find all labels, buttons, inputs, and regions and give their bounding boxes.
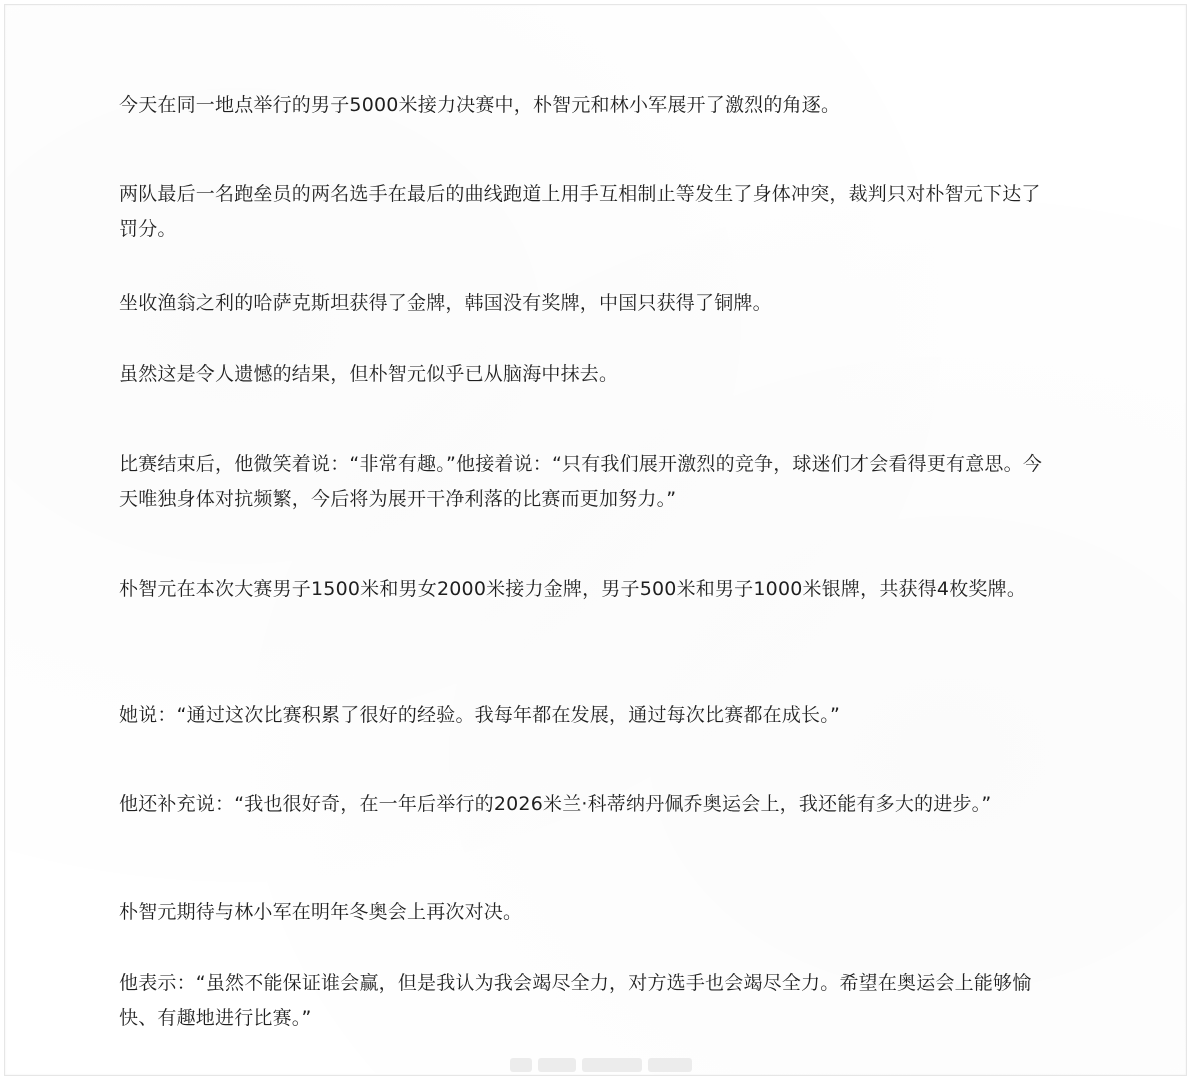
paragraph-7: 她说：“通过这次比赛积累了很好的经验。我每年都在发展，通过每次比赛都在成长。”: [119, 704, 840, 726]
blurred-footer: [510, 1058, 700, 1072]
paragraph-1: 今天在同一地点举行的男子5000米接力决赛中，朴智元和林小军展开了激烈的角逐。: [119, 94, 841, 116]
paragraph-8: 他还补充说：“我也很好奇，在一年后举行的2026米兰·科蒂纳丹佩乔奥运会上，我还能有多大的进步。”: [119, 793, 992, 815]
paragraph-6: 朴智元在本次大赛男子1500米和男女2000米接力金牌，男子500米和男子1000米银牌，共获得4枚奖牌。: [119, 578, 1027, 600]
paragraph-9: 朴智元期待与林小军在明年冬奥会上再次对决。: [119, 901, 523, 923]
paragraph-10: 他表示：“虽然不能保证谁会赢，但是我认为我会竭尽全力，对方选手也会竭尽全力。希望在奥运会上能够愉快、有趣地进行比赛。”: [119, 972, 1032, 1029]
paragraph-4: 虽然这是令人遗憾的结果，但朴智元似乎已从脑海中抹去。: [119, 363, 619, 385]
paragraph-5: 比赛结束后，他微笑着说：“非常有趣。”他接着说：“只有我们展开激烈的竞争，球迷们才会看得更有意思。今天唯独身体对抗频繁，今后将为展开干净利落的比赛而更加努力。”: [119, 453, 1043, 510]
paragraph-3: 坐收渔翁之利的哈萨克斯坦获得了金牌，韩国没有奖牌，中国只获得了铜牌。: [119, 292, 772, 314]
paragraph-2: 两队最后一名跑垒员的两名选手在最后的曲线跑道上用手互相制止等发生了身体冲突，裁判只对朴智元下达了罚分。: [119, 183, 1041, 240]
